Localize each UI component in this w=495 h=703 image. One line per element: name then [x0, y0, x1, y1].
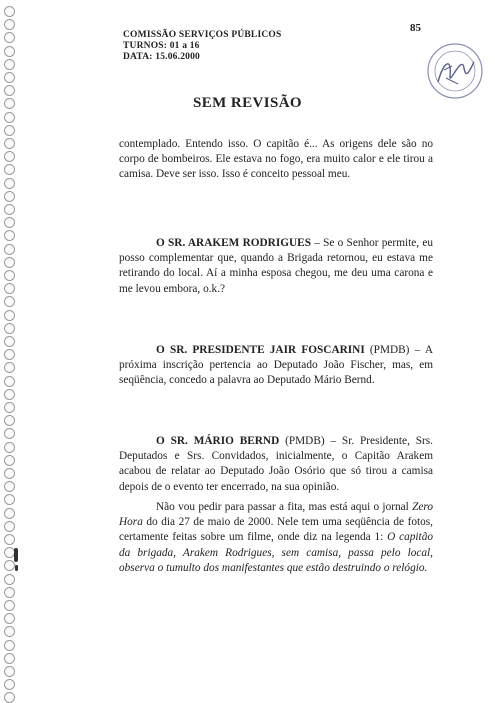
binder-hole: [4, 296, 15, 307]
binder-hole: [4, 626, 15, 637]
binder-hole: [4, 534, 15, 545]
binder-hole: [4, 336, 15, 347]
binder-hole: [4, 389, 15, 400]
binder-hole: [4, 679, 15, 690]
binder-hole: [4, 402, 15, 413]
margin-mark-lower: [15, 565, 18, 571]
binder-hole: [4, 362, 15, 373]
binder-hole: [4, 481, 15, 492]
binder-hole: [4, 244, 15, 255]
paragraph-text: – Se o Senhor permite, eu posso complementar que, quando a Brigada retornou, eu estava me retirando do local. Aí a minha esposa chegou, me deu uma carona e me levou embora, o.k.?: [119, 237, 433, 295]
photo-caption-quote: O capitão da brigada, Arakem Rodrigues, sem camisa, passa pelo local, observa o tumulto dos manifestantes que estão destruindo o relógio.: [119, 531, 433, 574]
page-title: SEM REVISÃO: [192, 95, 302, 111]
binder-hole: [4, 257, 15, 268]
binder-hole: [4, 191, 15, 202]
speaker-party: (PMDB): [364, 344, 410, 356]
binder-hole: [4, 587, 15, 598]
binder-hole: [4, 442, 15, 453]
binder-hole: [4, 230, 15, 241]
paragraph-text: – A próxima inscrição pertencia ao Deputado João Fischer, mas, em seqüência, concedo a palavra ao Deputado Mário Bernd.: [119, 344, 433, 387]
binder-hole: [4, 640, 15, 651]
seal-stamp-with-signature: [424, 40, 486, 102]
binder-hole: [4, 270, 15, 281]
binder-hole: [4, 19, 15, 30]
binder-hole: [4, 428, 15, 439]
binder-hole: [4, 178, 15, 189]
binder-hole: [4, 112, 15, 123]
paragraph-1: [119, 137, 433, 183]
binder-hole: [4, 283, 15, 294]
binder-hole: [4, 59, 15, 70]
binder-hole: [4, 164, 15, 175]
binder-hole: [4, 574, 15, 585]
binder-hole: [4, 613, 15, 624]
binder-hole: [4, 6, 15, 17]
binder-hole: [4, 692, 15, 703]
margin-mark: [14, 548, 18, 562]
binder-hole: [4, 600, 15, 611]
binder-hole: [4, 508, 15, 519]
binder-hole: [4, 494, 15, 505]
binder-hole: [4, 125, 15, 136]
paragraph-text: contemplado. Entendo isso. O capitão é... As origens dele são no corpo de bombeiros. Ele estava no fogo, era muito calor e ele tirou a camisa. Deve ser isso. Isso é conceito pessoal meu.: [119, 138, 433, 181]
binder-hole: [4, 310, 15, 321]
binder-hole: [4, 46, 15, 57]
speaker-name: O SR. MÁRIO BERND: [156, 435, 280, 447]
binder-hole: [4, 217, 15, 228]
paragraph-text: Não vou pedir para passar a fita, mas está aqui o jornal: [156, 501, 413, 513]
binder-hole: [4, 151, 15, 162]
binder-hole: [4, 468, 15, 479]
speaker-name: O SR. PRESIDENTE JAIR FOSCARINI: [156, 344, 365, 356]
date-line: DATA: 15.06.2000: [123, 52, 200, 62]
binder-hole: [4, 415, 15, 426]
binder-hole: [4, 455, 15, 466]
paragraph-4: [119, 434, 433, 495]
paragraph-2: [119, 236, 433, 297]
paragraph-text: – Sr. Presidente, Srs. Deputados e Srs. Convidados, inicialmente, o Capitão Arakem acabou de relatar ao Deputado João Osório que só tirou a camisa depois de o evento ter encerrado, na sua opinião.: [119, 435, 433, 493]
speaker-name: O SR. ARAKEM RODRIGUES: [156, 237, 312, 249]
binder-hole: [4, 653, 15, 664]
paragraph-text-continued: do dia 27 de maio de 2000. Nele tem uma seqüência de fotos, certamente feitas sobre um filme, onde diz na legenda 1:: [119, 516, 433, 544]
binder-hole: [4, 349, 15, 360]
binder-hole: [4, 138, 15, 149]
binder-hole: [4, 521, 15, 532]
binder-hole: [4, 376, 15, 387]
committee-name: COMISSÃO SERVIÇOS PÚBLICOS: [123, 30, 282, 40]
document-header: [123, 30, 282, 63]
page-number: 85: [410, 22, 421, 34]
binder-hole: [4, 204, 15, 215]
speaker-party: (PMDB): [279, 435, 325, 447]
binder-hole: [4, 72, 15, 83]
paragraph-5: [119, 500, 433, 576]
binder-hole: [4, 323, 15, 334]
paragraph-3: [119, 343, 433, 389]
shifts-line: TURNOS: 01 a 16: [123, 41, 200, 51]
binder-hole: [4, 666, 15, 677]
binder-hole: [4, 32, 15, 43]
binder-hole: [4, 560, 15, 571]
newspaper-name: Zero Hora: [119, 501, 433, 529]
